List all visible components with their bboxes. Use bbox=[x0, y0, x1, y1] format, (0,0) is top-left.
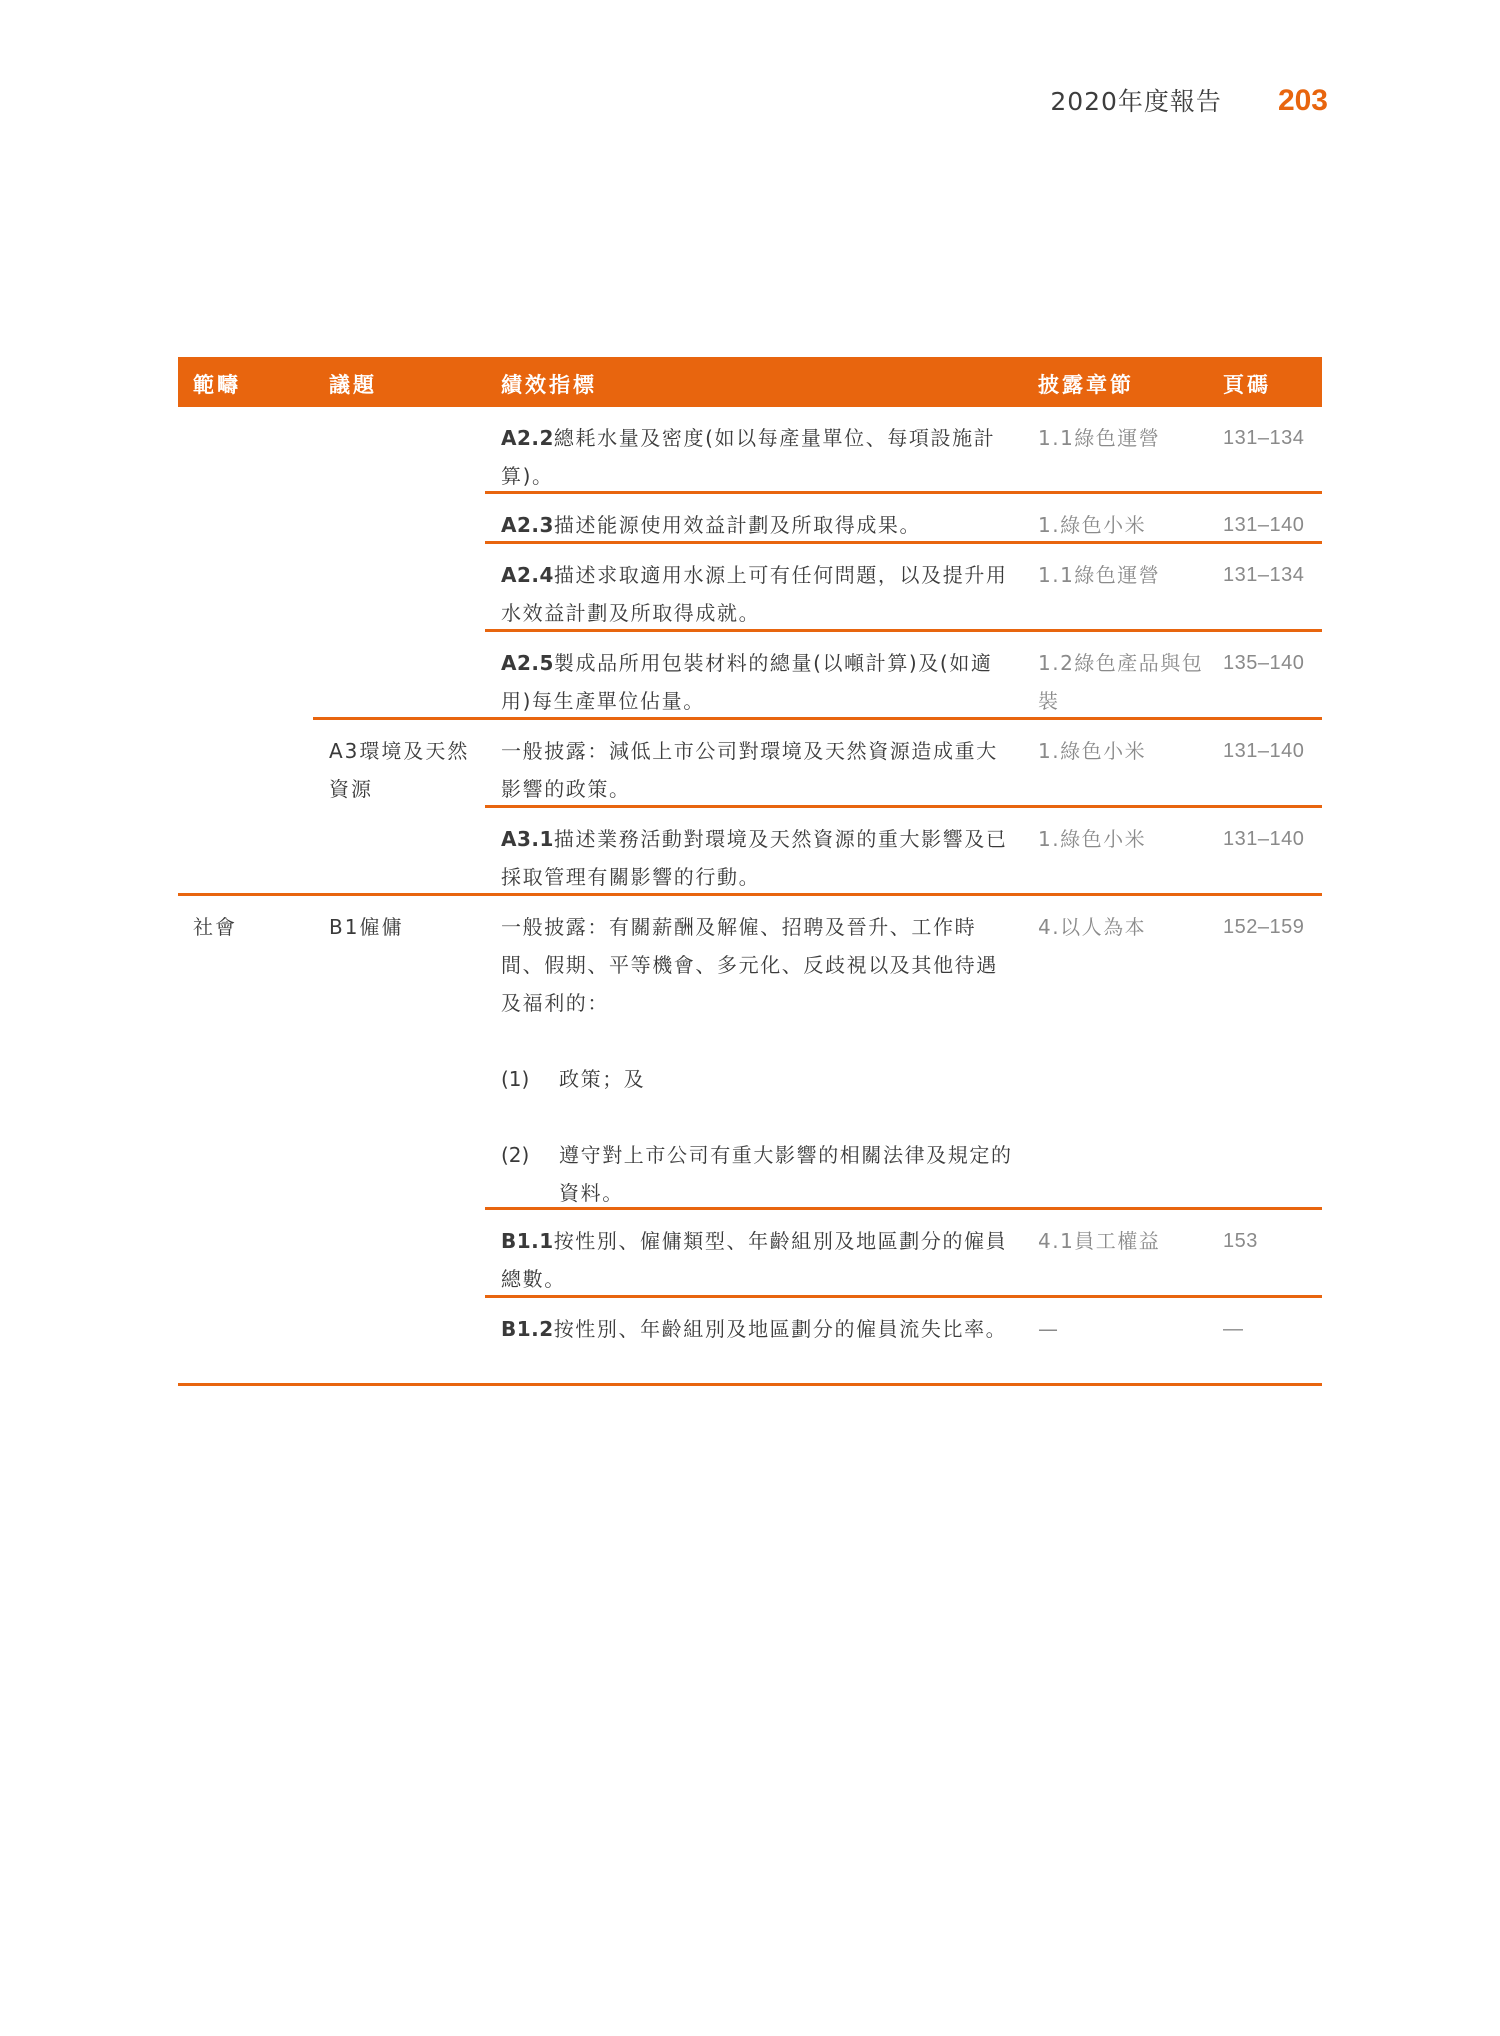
pages-cell: 152–159 bbox=[1223, 916, 1305, 938]
section-cell: 4.以人為本 bbox=[1038, 915, 1147, 939]
kpi-text: 製成品所用包裝材料的總量(以噸計算)及(如適用)每生產單位佔量。 bbox=[501, 651, 993, 713]
header-category: 範疇 bbox=[193, 373, 241, 397]
table-row bbox=[178, 632, 1322, 720]
list-marker: (2) bbox=[501, 1143, 530, 1167]
kpi-cell bbox=[501, 419, 1019, 495]
list-marker: (1) bbox=[501, 1067, 530, 1091]
kpi-code: A2.2 bbox=[501, 426, 554, 450]
list-item bbox=[501, 1136, 1019, 1212]
header-section: 披露章節 bbox=[1038, 373, 1134, 397]
pages-cell: 131–140 bbox=[1223, 740, 1305, 762]
pages-cell: 131–140 bbox=[1223, 828, 1305, 850]
esg-index-table bbox=[178, 357, 1322, 1386]
table-row bbox=[178, 1298, 1322, 1386]
kpi-cell bbox=[501, 1310, 1019, 1348]
kpi-code: A2.4 bbox=[501, 563, 554, 587]
header-pages: 頁碼 bbox=[1223, 373, 1271, 397]
section-cell: 1.綠色小米 bbox=[1038, 827, 1147, 851]
list-item bbox=[501, 1060, 1019, 1098]
kpi-code: A2.5 bbox=[501, 651, 554, 675]
section-cell: 1.2綠色產品與包裝 bbox=[1038, 651, 1204, 713]
table-bottom-rule bbox=[178, 1383, 1322, 1386]
pages-cell: — bbox=[1223, 1318, 1244, 1340]
table-row bbox=[178, 407, 1322, 494]
kpi-text: 描述業務活動對環境及天然資源的重大影響及已採取管理有關影響的行動。 bbox=[501, 827, 1008, 889]
kpi-cell bbox=[501, 820, 1019, 896]
kpi-code: A2.3 bbox=[501, 513, 554, 537]
kpi-cell bbox=[501, 732, 1019, 808]
kpi-code: B1.1 bbox=[501, 1229, 554, 1253]
pages-cell: 131–134 bbox=[1223, 564, 1305, 586]
pages-cell: 153 bbox=[1223, 1230, 1258, 1252]
kpi-text: 按性別、僱傭類型、年齡組別及地區劃分的僱員總數。 bbox=[501, 1229, 1008, 1291]
page-number: 203 bbox=[1277, 84, 1328, 117]
kpi-code: A3.1 bbox=[501, 827, 554, 851]
kpi-text: 總耗水量及密度(如以每產量單位、每項設施計算)。 bbox=[501, 426, 996, 488]
table-header bbox=[178, 357, 1322, 407]
header-topic: 議題 bbox=[329, 373, 377, 397]
section-cell: 1.綠色小米 bbox=[1038, 513, 1147, 537]
table-row bbox=[178, 720, 1322, 808]
kpi-cell bbox=[501, 644, 1019, 720]
kpi-code: B1.2 bbox=[501, 1317, 554, 1341]
table-row bbox=[178, 494, 1322, 544]
table-row bbox=[178, 544, 1322, 632]
section-cell: 1.1綠色運營 bbox=[1038, 426, 1161, 450]
pages-cell: 131–134 bbox=[1223, 427, 1305, 449]
table-row bbox=[178, 896, 1322, 1210]
kpi-cell bbox=[501, 556, 1019, 632]
list-text: 遵守對上市公司有重大影響的相關法律及規定的資料。 bbox=[559, 1143, 1013, 1205]
kpi-cell bbox=[501, 908, 1019, 1212]
table-row bbox=[178, 808, 1322, 896]
category-cell: 社會 bbox=[193, 915, 237, 939]
header-kpi: 績效指標 bbox=[501, 373, 597, 397]
kpi-text: 一般披露：減低上市公司對環境及天然資源造成重大影響的政策。 bbox=[501, 739, 998, 801]
kpi-cell bbox=[501, 1222, 1019, 1298]
pages-cell: 135–140 bbox=[1223, 652, 1305, 674]
section-cell: — bbox=[1038, 1317, 1060, 1341]
kpi-text: 描述能源使用效益計劃及所取得成果。 bbox=[553, 513, 922, 537]
list-text: 政策；及 bbox=[559, 1067, 646, 1091]
section-cell: 1.1綠色運營 bbox=[1038, 563, 1161, 587]
section-cell: 1.綠色小米 bbox=[1038, 739, 1147, 763]
kpi-text: 描述求取適用水源上可有任何問題，以及提升用水效益計劃及所取得成就。 bbox=[501, 563, 1008, 625]
kpi-text: 按性別、年齡組別及地區劃分的僱員流失比率。 bbox=[553, 1317, 1008, 1341]
page-header bbox=[1050, 82, 1328, 118]
report-title: 2020年度報告 bbox=[1050, 87, 1222, 116]
section-cell: 4.1員工權益 bbox=[1038, 1229, 1161, 1253]
table-row bbox=[178, 1210, 1322, 1298]
topic-cell: A3環境及天然資源 bbox=[329, 739, 470, 801]
topic-cell: B1僱傭 bbox=[329, 915, 404, 939]
pages-cell: 131–140 bbox=[1223, 514, 1305, 536]
kpi-text: 一般披露：有關薪酬及解僱、招聘及晉升、工作時間、假期、平等機會、多元化、反歧視以及其他待遇及福利的： bbox=[501, 915, 998, 1015]
kpi-cell bbox=[501, 506, 1019, 544]
